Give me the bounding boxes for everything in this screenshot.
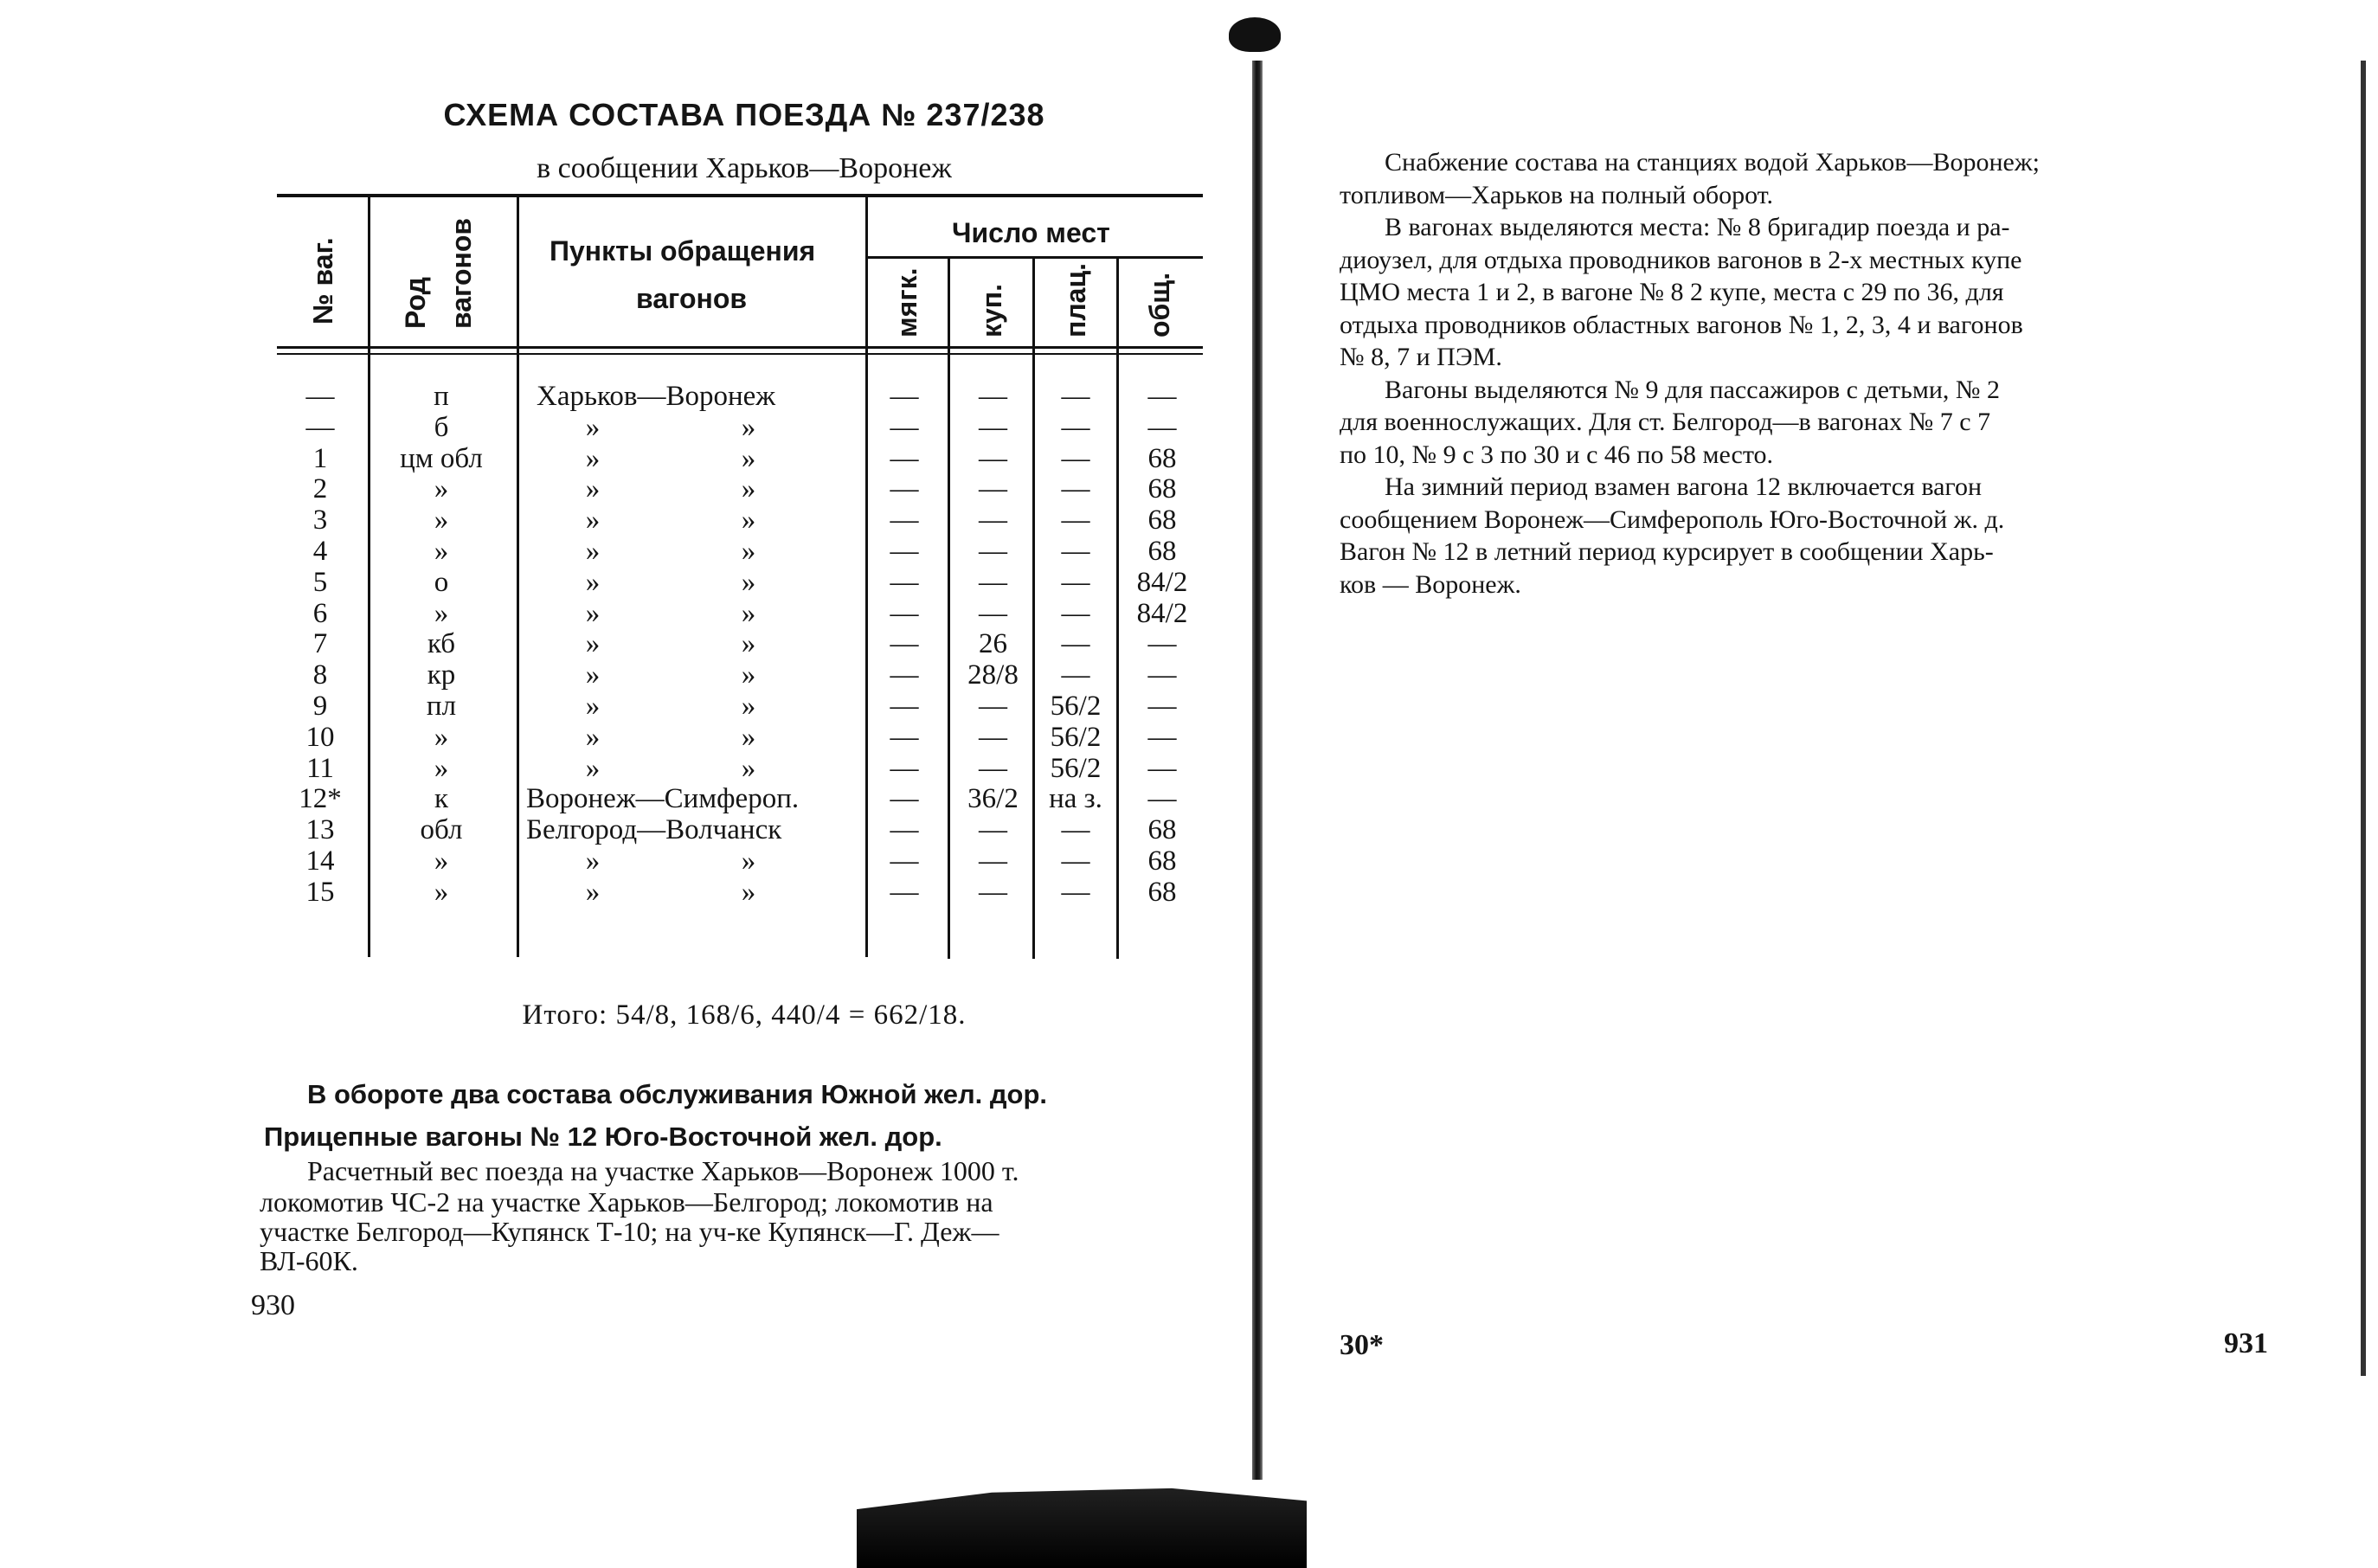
- right-text-line: В вагонах выделяются места: № 8 бригадир поезда и ра-: [1385, 213, 2010, 241]
- row-platz-seats: —: [1061, 536, 1090, 567]
- row-kind: »: [434, 504, 449, 537]
- row-route-to: »: [741, 597, 756, 629]
- row-number: —: [305, 411, 335, 443]
- row-route-from: Белгород—Волчанск: [526, 814, 782, 846]
- row-soft-seats: —: [890, 814, 919, 846]
- row-soft-seats: —: [890, 845, 919, 877]
- row-route-from: »: [585, 473, 601, 505]
- row-platz-seats: —: [1061, 659, 1090, 691]
- row-kind: обл: [420, 814, 463, 846]
- row-common-seats: 68: [1147, 814, 1177, 846]
- page-title: СХЕМА СОСТАВА ПОЕЗДА № 237/238: [443, 97, 1045, 132]
- right-text-line: ЦМО места 1 и 2, в вагоне № 8 2 купе, места с 29 по 36, для: [1340, 278, 2004, 306]
- row-soft-seats: —: [890, 783, 919, 815]
- header-common: общ.: [1144, 272, 1175, 337]
- row-common-seats: 68: [1147, 504, 1177, 537]
- row-platz-seats: 56/2: [1050, 752, 1102, 784]
- row-common-seats: —: [1147, 659, 1177, 691]
- row-soft-seats: —: [890, 411, 919, 443]
- row-number: 12*: [299, 783, 342, 815]
- row-number: 2: [312, 473, 328, 505]
- right-text-line: топливом—Харьков на полный оборот.: [1340, 180, 1774, 209]
- row-common-seats: —: [1147, 752, 1177, 784]
- row-kind: п: [434, 381, 449, 412]
- col-divider-2: [517, 196, 519, 957]
- para-line-4: ВЛ-60К.: [260, 1245, 358, 1276]
- row-route-to: »: [741, 411, 756, 443]
- row-coupe-seats: —: [979, 814, 1007, 846]
- right-text-line: сообщением Воронеж—Симферополь Юго-Восточной ж. д.: [1340, 504, 2005, 534]
- row-route-to: »: [741, 691, 756, 722]
- row-soft-seats: —: [890, 566, 919, 598]
- row-kind: »: [434, 752, 449, 784]
- row-kind: кр: [427, 659, 456, 691]
- right-text-line: отдыха проводников областных вагонов № 1, 2, 3, 4 и вагонов: [1340, 310, 2023, 339]
- row-number: —: [305, 381, 335, 412]
- row-common-seats: —: [1147, 411, 1177, 443]
- row-platz-seats: —: [1061, 845, 1090, 877]
- row-route-from: »: [585, 597, 601, 629]
- row-kind: о: [434, 566, 449, 598]
- row-soft-seats: —: [890, 504, 919, 537]
- row-kind: б: [434, 411, 449, 443]
- row-route-from: »: [585, 845, 601, 877]
- row-number: 6: [312, 597, 328, 629]
- row-coupe-seats: —: [979, 381, 1007, 412]
- header-route-2: вагонов: [636, 283, 748, 314]
- header-seats: Число мест: [952, 217, 1110, 248]
- row-route-to: »: [741, 628, 756, 660]
- row-coupe-seats: —: [979, 597, 1007, 629]
- row-number: 13: [305, 814, 335, 846]
- row-platz-seats: —: [1061, 473, 1090, 505]
- header-platz: плац.: [1060, 262, 1091, 337]
- row-kind: »: [434, 536, 449, 567]
- header-soft: мягк.: [891, 267, 922, 337]
- note-line-1: В обороте два состава обслуживания Южной жел. дор.: [307, 1079, 1048, 1109]
- row-route-from: Харьков—Воронеж: [537, 381, 776, 412]
- row-route-from: »: [585, 411, 601, 443]
- row-number: 4: [312, 536, 328, 567]
- header-bottom-rule: [277, 346, 1203, 349]
- row-common-seats: 68: [1147, 442, 1177, 474]
- row-route-to: »: [741, 504, 756, 537]
- row-platz-seats: —: [1061, 814, 1090, 846]
- row-coupe-seats: —: [979, 876, 1007, 908]
- row-soft-seats: —: [890, 597, 919, 629]
- row-coupe-seats: —: [979, 504, 1007, 537]
- row-coupe-seats: —: [979, 691, 1007, 722]
- row-route-to: »: [741, 566, 756, 598]
- row-coupe-seats: —: [979, 721, 1007, 753]
- row-coupe-seats: —: [979, 566, 1007, 598]
- row-soft-seats: —: [890, 721, 919, 753]
- row-common-seats: —: [1147, 691, 1177, 722]
- note-line-2: Прицепные вагоны № 12 Юго-Восточной жел. дор.: [264, 1121, 942, 1152]
- para-line-1: Расчетный вес поезда на участке Харьков—Воронеж 1000 т.: [307, 1155, 1019, 1186]
- row-common-seats: —: [1147, 783, 1177, 815]
- row-route-to: »: [741, 659, 756, 691]
- header-kind-1: Род: [400, 277, 431, 329]
- row-number: 3: [312, 504, 328, 537]
- row-platz-seats: на з.: [1049, 783, 1102, 815]
- right-text-line: № 8, 7 и ПЭМ.: [1340, 343, 1502, 371]
- total-line: Итого: 54/8, 168/6, 440/4 = 662/18.: [522, 999, 967, 1031]
- row-common-seats: 84/2: [1136, 566, 1188, 598]
- row-kind: кб: [427, 628, 455, 660]
- row-coupe-seats: —: [979, 845, 1007, 877]
- row-common-seats: —: [1147, 721, 1177, 753]
- row-coupe-seats: 36/2: [967, 783, 1019, 815]
- row-route-to: »: [741, 876, 756, 908]
- row-route-to: »: [741, 536, 756, 567]
- row-common-seats: 68: [1147, 473, 1177, 505]
- right-text-line: по 10, № 9 с 3 по 30 и с 46 по 58 место.: [1340, 440, 1774, 469]
- row-number: 8: [312, 659, 328, 691]
- row-platz-seats: —: [1061, 597, 1090, 629]
- row-route-to: »: [741, 845, 756, 877]
- row-route-from: »: [585, 752, 601, 784]
- signature-mark: 30*: [1340, 1329, 1384, 1361]
- row-platz-seats: —: [1061, 504, 1090, 537]
- row-platz-seats: —: [1061, 381, 1090, 412]
- row-coupe-seats: —: [979, 442, 1007, 474]
- header-coupe: куп.: [976, 283, 1007, 337]
- row-coupe-seats: —: [979, 411, 1007, 443]
- row-kind: к: [434, 783, 449, 815]
- row-number: 9: [312, 691, 328, 722]
- row-common-seats: 68: [1147, 536, 1177, 567]
- row-common-seats: 84/2: [1136, 597, 1188, 629]
- col-divider-4: [948, 258, 950, 959]
- row-platz-seats: 56/2: [1050, 691, 1102, 722]
- row-route-to: »: [741, 752, 756, 784]
- row-soft-seats: —: [890, 691, 919, 722]
- para-line-3: участке Белгород—Купянск Т-10; на уч-ке Купянск—Г. Деж—: [260, 1216, 999, 1247]
- row-route-from: »: [585, 721, 601, 753]
- header-no: № ваг.: [307, 237, 338, 325]
- header-kind-2: вагонов: [446, 217, 477, 329]
- row-number: 10: [305, 721, 335, 753]
- row-soft-seats: —: [890, 473, 919, 505]
- row-common-seats: 68: [1147, 845, 1177, 877]
- para-line-2: локомотив ЧС-2 на участке Харьков—Белгород; локомотив на: [260, 1186, 993, 1218]
- row-number: 15: [305, 876, 335, 908]
- row-kind: »: [434, 597, 449, 629]
- header-bottom-rule-2: [277, 353, 1203, 355]
- row-coupe-seats: 28/8: [967, 659, 1019, 691]
- row-route-to: »: [741, 473, 756, 505]
- row-kind: »: [434, 876, 449, 908]
- row-kind: пл: [426, 691, 457, 722]
- row-platz-seats: —: [1061, 876, 1090, 908]
- row-common-seats: —: [1147, 628, 1177, 660]
- right-text-line: На зимний период взамен вагона 12 включается вагон: [1385, 472, 1983, 501]
- page-number-left: 930: [251, 1289, 295, 1321]
- row-route-from: »: [585, 442, 601, 474]
- row-common-seats: —: [1147, 381, 1177, 412]
- row-platz-seats: —: [1061, 628, 1090, 660]
- row-soft-seats: —: [890, 628, 919, 660]
- row-platz-seats: —: [1061, 411, 1090, 443]
- row-soft-seats: —: [890, 876, 919, 908]
- page-subtitle: в сообщении Харьков—Воронеж: [537, 152, 952, 184]
- row-number: 14: [305, 845, 335, 877]
- row-route-from: »: [585, 628, 601, 660]
- row-route-to: »: [741, 442, 756, 474]
- row-route-from: »: [585, 504, 601, 537]
- row-soft-seats: —: [890, 752, 919, 784]
- row-soft-seats: —: [890, 381, 919, 412]
- row-soft-seats: —: [890, 442, 919, 474]
- row-coupe-seats: —: [979, 473, 1007, 505]
- row-soft-seats: —: [890, 659, 919, 691]
- row-platz-seats: —: [1061, 566, 1090, 598]
- col-divider-1: [368, 196, 370, 957]
- right-text-line: для военнослужащих. Для ст. Белгород—в вагонах № 7 с 7: [1340, 408, 1991, 436]
- row-coupe-seats: 26: [979, 628, 1007, 660]
- row-route-from: »: [585, 691, 601, 722]
- right-text-line: ков — Воронеж.: [1340, 569, 1521, 599]
- row-route-to: »: [741, 721, 756, 753]
- row-number: 7: [312, 628, 328, 660]
- row-kind: »: [434, 721, 449, 753]
- row-kind: »: [434, 473, 449, 505]
- right-text-line: Вагон № 12 в летний период курсирует в сообщении Харь-: [1340, 537, 1994, 566]
- row-route-from: »: [585, 876, 601, 908]
- row-coupe-seats: —: [979, 536, 1007, 567]
- table-top-rule: [277, 194, 1203, 197]
- row-soft-seats: —: [890, 536, 919, 567]
- row-platz-seats: —: [1061, 442, 1090, 474]
- row-route-from: »: [585, 536, 601, 567]
- page-number-right: 931: [2224, 1327, 2268, 1359]
- right-text-line: диоузел, для отдыха проводников вагонов в 2-х местных купе: [1340, 245, 2022, 274]
- row-coupe-seats: —: [979, 752, 1007, 784]
- row-route-from: »: [585, 659, 601, 691]
- row-number: 11: [306, 752, 334, 784]
- right-page: [1263, 0, 2378, 1568]
- right-text-line: Снабжение состава на станциях водой Харьков—Воронеж;: [1385, 148, 2040, 177]
- row-number: 1: [312, 442, 328, 474]
- row-route-from: »: [585, 566, 601, 598]
- row-number: 5: [312, 566, 328, 598]
- row-route-from: Воронеж—Симфероп.: [526, 783, 800, 815]
- right-text-line: Вагоны выделяются № 9 для пассажиров с детьми, № 2: [1385, 375, 2001, 404]
- row-platz-seats: 56/2: [1050, 721, 1102, 753]
- header-route-1: Пункты обращения: [550, 235, 816, 267]
- row-kind: »: [434, 845, 449, 877]
- row-common-seats: 68: [1147, 876, 1177, 908]
- row-kind: цм обл: [400, 442, 483, 474]
